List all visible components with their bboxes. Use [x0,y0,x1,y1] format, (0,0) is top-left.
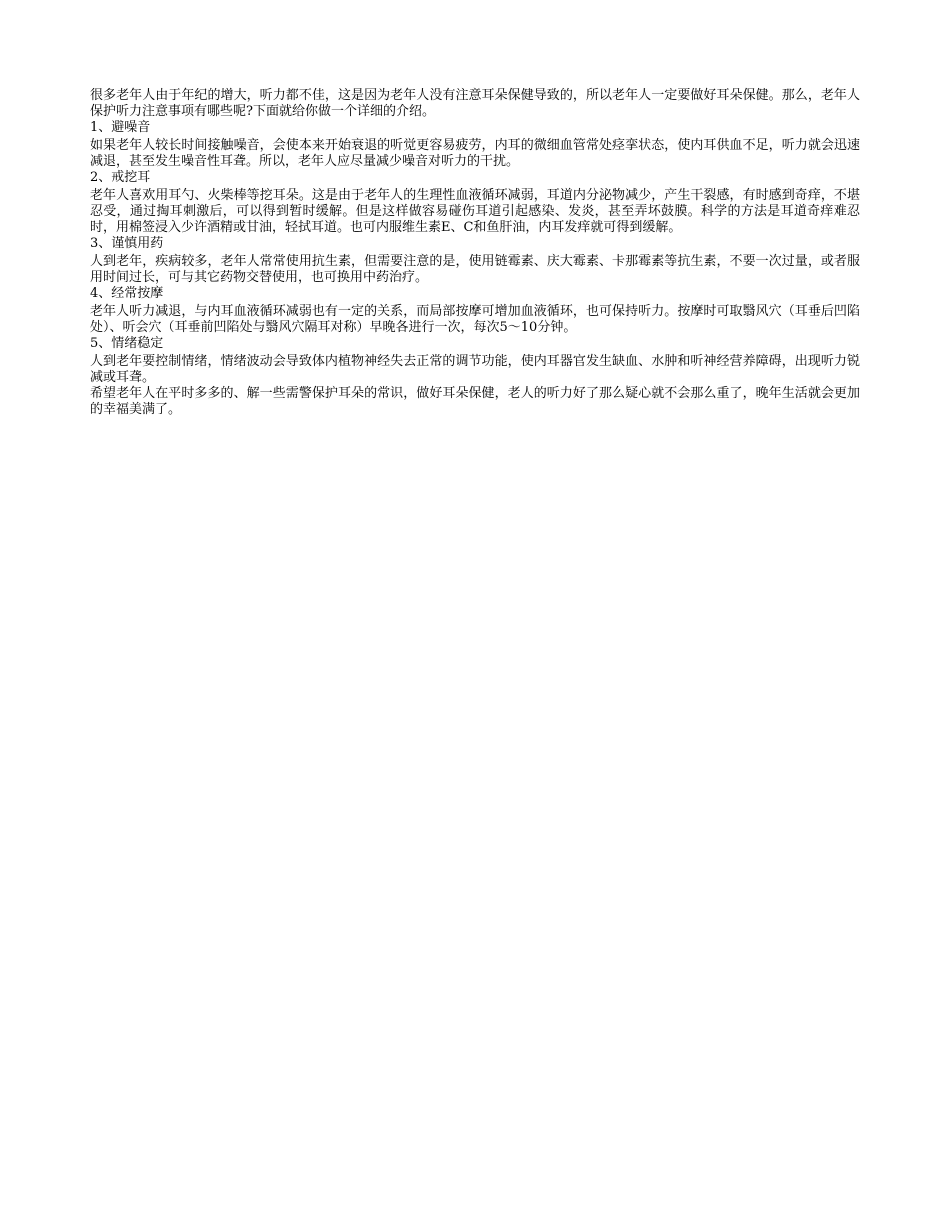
section-body: 老年人听力减退，与内耳血液循环减弱也有一定的关系，而局部按摩可增加血液循环，也可保持听力。按摩时可取翳风穴（耳垂后凹陷处）、听会穴（耳垂前凹陷处与翳风穴隔耳对称）早晚各进行一次，每次5～10分钟。 [90,304,860,335]
section-body: 如果老年人较长时间接触噪音，会使本来开始衰退的听觉更容易疲劳，内耳的微细血管常处痉挛状态，使内耳供血不足，听力就会迅速减退，甚至发生噪音性耳聋。所以，老年人应尽量减少噪音对听力的干扰。 [90,138,860,169]
section-5 [90,336,860,386]
section-heading: 4、经常按摩 [90,286,164,301]
document-page [90,88,860,418]
section-heading: 1、避噪音 [90,120,151,135]
section-body: 人到老年要控制情绪，情绪波动会导致体内植物神经失去正常的调节功能，使内耳器官发生缺血、水肿和听神经营养障碍，出现听力锐减或耳聋。 [90,354,860,385]
intro-paragraph: 很多老年人由于年纪的增大，听力都不佳，这是因为老年人没有注意耳朵保健导致的，所以老年人一定要做好耳朵保健。那么，老年人保护听力注意事项有哪些呢?下面就给你做一个详细的介绍。 [90,88,860,119]
section-1 [90,120,860,170]
section-body: 老年人喜欢用耳勺、火柴棒等挖耳朵。这是由于老年人的生理性血液循环减弱，耳道内分泌物减少，产生干裂感，有时感到奇痒，不堪忍受，通过掏耳刺激后，可以得到暂时缓解。但是这样做容易碰伤耳道引起感染、发炎，甚至弄坏鼓膜。科学的方法是耳道奇痒难忍时，用棉签浸入少许酒精或甘油，轻拭耳道。也可内服维生素E、C和鱼肝油，内耳发痒就可得到缓解。 [90,188,860,235]
section-2 [90,170,860,236]
section-4 [90,286,860,336]
section-heading: 2、戒挖耳 [90,170,151,185]
section-heading: 3、谨慎用药 [90,236,164,251]
section-3 [90,236,860,286]
section-body: 人到老年，疾病较多，老年人常常使用抗生素，但需要注意的是，使用链霉素、庆大霉素、卡那霉素等抗生素，不要一次过量，或者服用时间过长，可与其它药物交替使用，也可换用中药治疗。 [90,254,860,285]
conclusion-paragraph: 希望老年人在平时多多的、解一些需警保护耳朵的常识，做好耳朵保健，老人的听力好了那么疑心就不会那么重了，晚年生活就会更加的幸福美满了。 [90,386,860,417]
section-heading: 5、情绪稳定 [90,336,164,351]
